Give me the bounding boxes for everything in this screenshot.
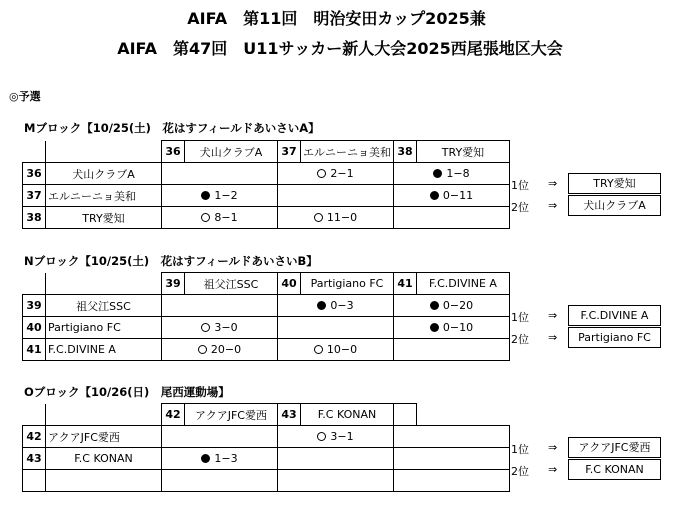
- win-mark-icon: [198, 345, 207, 354]
- header-team: TRY愛知: [417, 141, 510, 163]
- arrow-icon: ⇒: [548, 309, 558, 322]
- rank-team: F.C.DIVINE A: [568, 305, 661, 326]
- row-team: 犬山クラブA: [46, 163, 162, 185]
- arrow-icon: ⇒: [548, 463, 558, 476]
- win-mark-icon: [201, 213, 210, 222]
- loss-mark-icon: [201, 454, 210, 463]
- header-team: Partigiano FC: [301, 273, 394, 295]
- arrow-icon: ⇒: [548, 441, 558, 454]
- loss-mark-icon: [201, 191, 210, 200]
- block-n-table: [22, 272, 510, 361]
- table-row: [23, 448, 510, 470]
- table-row: [23, 339, 510, 361]
- header-team: エルニーニョ美和: [301, 141, 394, 163]
- header-team: アクアJFC愛西: [185, 404, 278, 426]
- result-cell: [394, 185, 510, 207]
- score-text: 3−0: [214, 321, 238, 334]
- result-cell: [162, 163, 278, 185]
- header-num: 38: [394, 141, 417, 163]
- title-line-1: AIFA 第11回 明治安田カップ2025兼: [187, 9, 486, 28]
- row-team: F.C.DIVINE A: [46, 339, 162, 361]
- score-text: 0−3: [330, 299, 354, 312]
- header-num: 37: [278, 141, 301, 163]
- arrow-icon: ⇒: [548, 199, 558, 212]
- row-num: 42: [23, 426, 46, 448]
- table-row: [23, 317, 510, 339]
- result-cell: [162, 317, 278, 339]
- score-text: 0−11: [442, 189, 474, 202]
- rank-label: 1位: [511, 443, 529, 456]
- row-num: 40: [23, 317, 46, 339]
- table-row: [23, 295, 510, 317]
- row-team: F.C KONAN: [46, 448, 162, 470]
- loss-mark-icon: [430, 323, 439, 332]
- rank-team: アクアJFC愛西: [568, 437, 661, 458]
- result-cell: [278, 207, 394, 229]
- result-cell: [278, 295, 394, 317]
- table-row: [23, 185, 510, 207]
- result-cell: [394, 317, 510, 339]
- score-text: 11−0: [326, 211, 358, 224]
- arrow-icon: ⇒: [548, 331, 558, 344]
- rank-team: Partigiano FC: [568, 327, 661, 348]
- row-num: 38: [23, 207, 46, 229]
- result-cell: [394, 207, 510, 229]
- score-text: 0−10: [442, 321, 474, 334]
- result-cell: [162, 339, 278, 361]
- title-line-2: AIFA 第47回 U11サッカー新人大会2025西尾張地区大会: [117, 39, 563, 58]
- win-mark-icon: [317, 432, 326, 441]
- result-cell: [162, 426, 278, 448]
- result-cell: [278, 448, 394, 470]
- header-num: 36: [162, 141, 185, 163]
- header-team: 祖父江SSC: [185, 273, 278, 295]
- rank-label: 1位: [511, 179, 529, 192]
- row-num: 37: [23, 185, 46, 207]
- score-text: 1−3: [214, 452, 238, 465]
- row-team: Partigiano FC: [46, 317, 162, 339]
- score-text: 1−8: [446, 167, 470, 180]
- rank-label: 2位: [511, 333, 529, 346]
- row-team: エルニーニョ美和: [46, 185, 162, 207]
- result-cell: [278, 317, 394, 339]
- block-o-table: [22, 403, 510, 492]
- result-cell: [278, 185, 394, 207]
- header-num: 40: [278, 273, 301, 295]
- rank-team: TRY愛知: [568, 173, 661, 194]
- score-text: 3−1: [330, 430, 354, 443]
- arrow-icon: ⇒: [548, 177, 558, 190]
- loss-mark-icon: [317, 301, 326, 310]
- row-team: アクアJFC愛西: [46, 426, 162, 448]
- result-cell: [278, 339, 394, 361]
- header-team: F.C KONAN: [301, 404, 394, 426]
- result-cell: [162, 448, 278, 470]
- table-row: [23, 470, 510, 492]
- row-team: 祖父江SSC: [46, 295, 162, 317]
- block-m-table: [22, 140, 510, 229]
- block-o-title: Oブロック【10/26(日) 尾西運動場】: [24, 385, 230, 399]
- win-mark-icon: [314, 345, 323, 354]
- header-row: [23, 404, 510, 426]
- row-num: 39: [23, 295, 46, 317]
- row-num: 41: [23, 339, 46, 361]
- score-text: 2−1: [330, 167, 354, 180]
- row-num: 43: [23, 448, 46, 470]
- header-row: [23, 273, 510, 295]
- result-cell: [278, 426, 394, 448]
- table-row: [23, 163, 510, 185]
- loss-mark-icon: [430, 191, 439, 200]
- result-cell: [394, 295, 510, 317]
- table-row: [23, 426, 510, 448]
- win-mark-icon: [201, 323, 210, 332]
- block-m-title: Mブロック【10/25(土) 花はすフィールドあいさいA】: [24, 121, 320, 135]
- section-label: ◎予選: [9, 90, 41, 103]
- win-mark-icon: [314, 213, 323, 222]
- result-cell: [162, 207, 278, 229]
- rank-team: 犬山クラブA: [568, 195, 661, 216]
- block-n-title: Nブロック【10/25(土) 花はすフィールドあいさいB】: [24, 254, 318, 268]
- table-row: [23, 207, 510, 229]
- result-cell: [162, 295, 278, 317]
- result-cell: [278, 163, 394, 185]
- loss-mark-icon: [433, 169, 442, 178]
- result-cell: [394, 163, 510, 185]
- loss-mark-icon: [430, 301, 439, 310]
- header-row: [23, 141, 510, 163]
- result-cell: [162, 185, 278, 207]
- rank-label: 1位: [511, 311, 529, 324]
- score-text: 1−2: [214, 189, 238, 202]
- score-text: 8−1: [214, 211, 238, 224]
- row-team: TRY愛知: [46, 207, 162, 229]
- result-cell: [394, 339, 510, 361]
- rank-label: 2位: [511, 465, 529, 478]
- rank-label: 2位: [511, 201, 529, 214]
- score-text: 10−0: [326, 343, 358, 356]
- score-text: 0−20: [442, 299, 474, 312]
- score-text: 20−0: [210, 343, 242, 356]
- header-team: F.C.DIVINE A: [417, 273, 510, 295]
- header-num: 42: [162, 404, 185, 426]
- header-num: 41: [394, 273, 417, 295]
- header-num: 43: [278, 404, 301, 426]
- rank-team: F.C KONAN: [568, 459, 661, 480]
- row-num: 36: [23, 163, 46, 185]
- win-mark-icon: [317, 169, 326, 178]
- header-num: 39: [162, 273, 185, 295]
- header-team: 犬山クラブA: [185, 141, 278, 163]
